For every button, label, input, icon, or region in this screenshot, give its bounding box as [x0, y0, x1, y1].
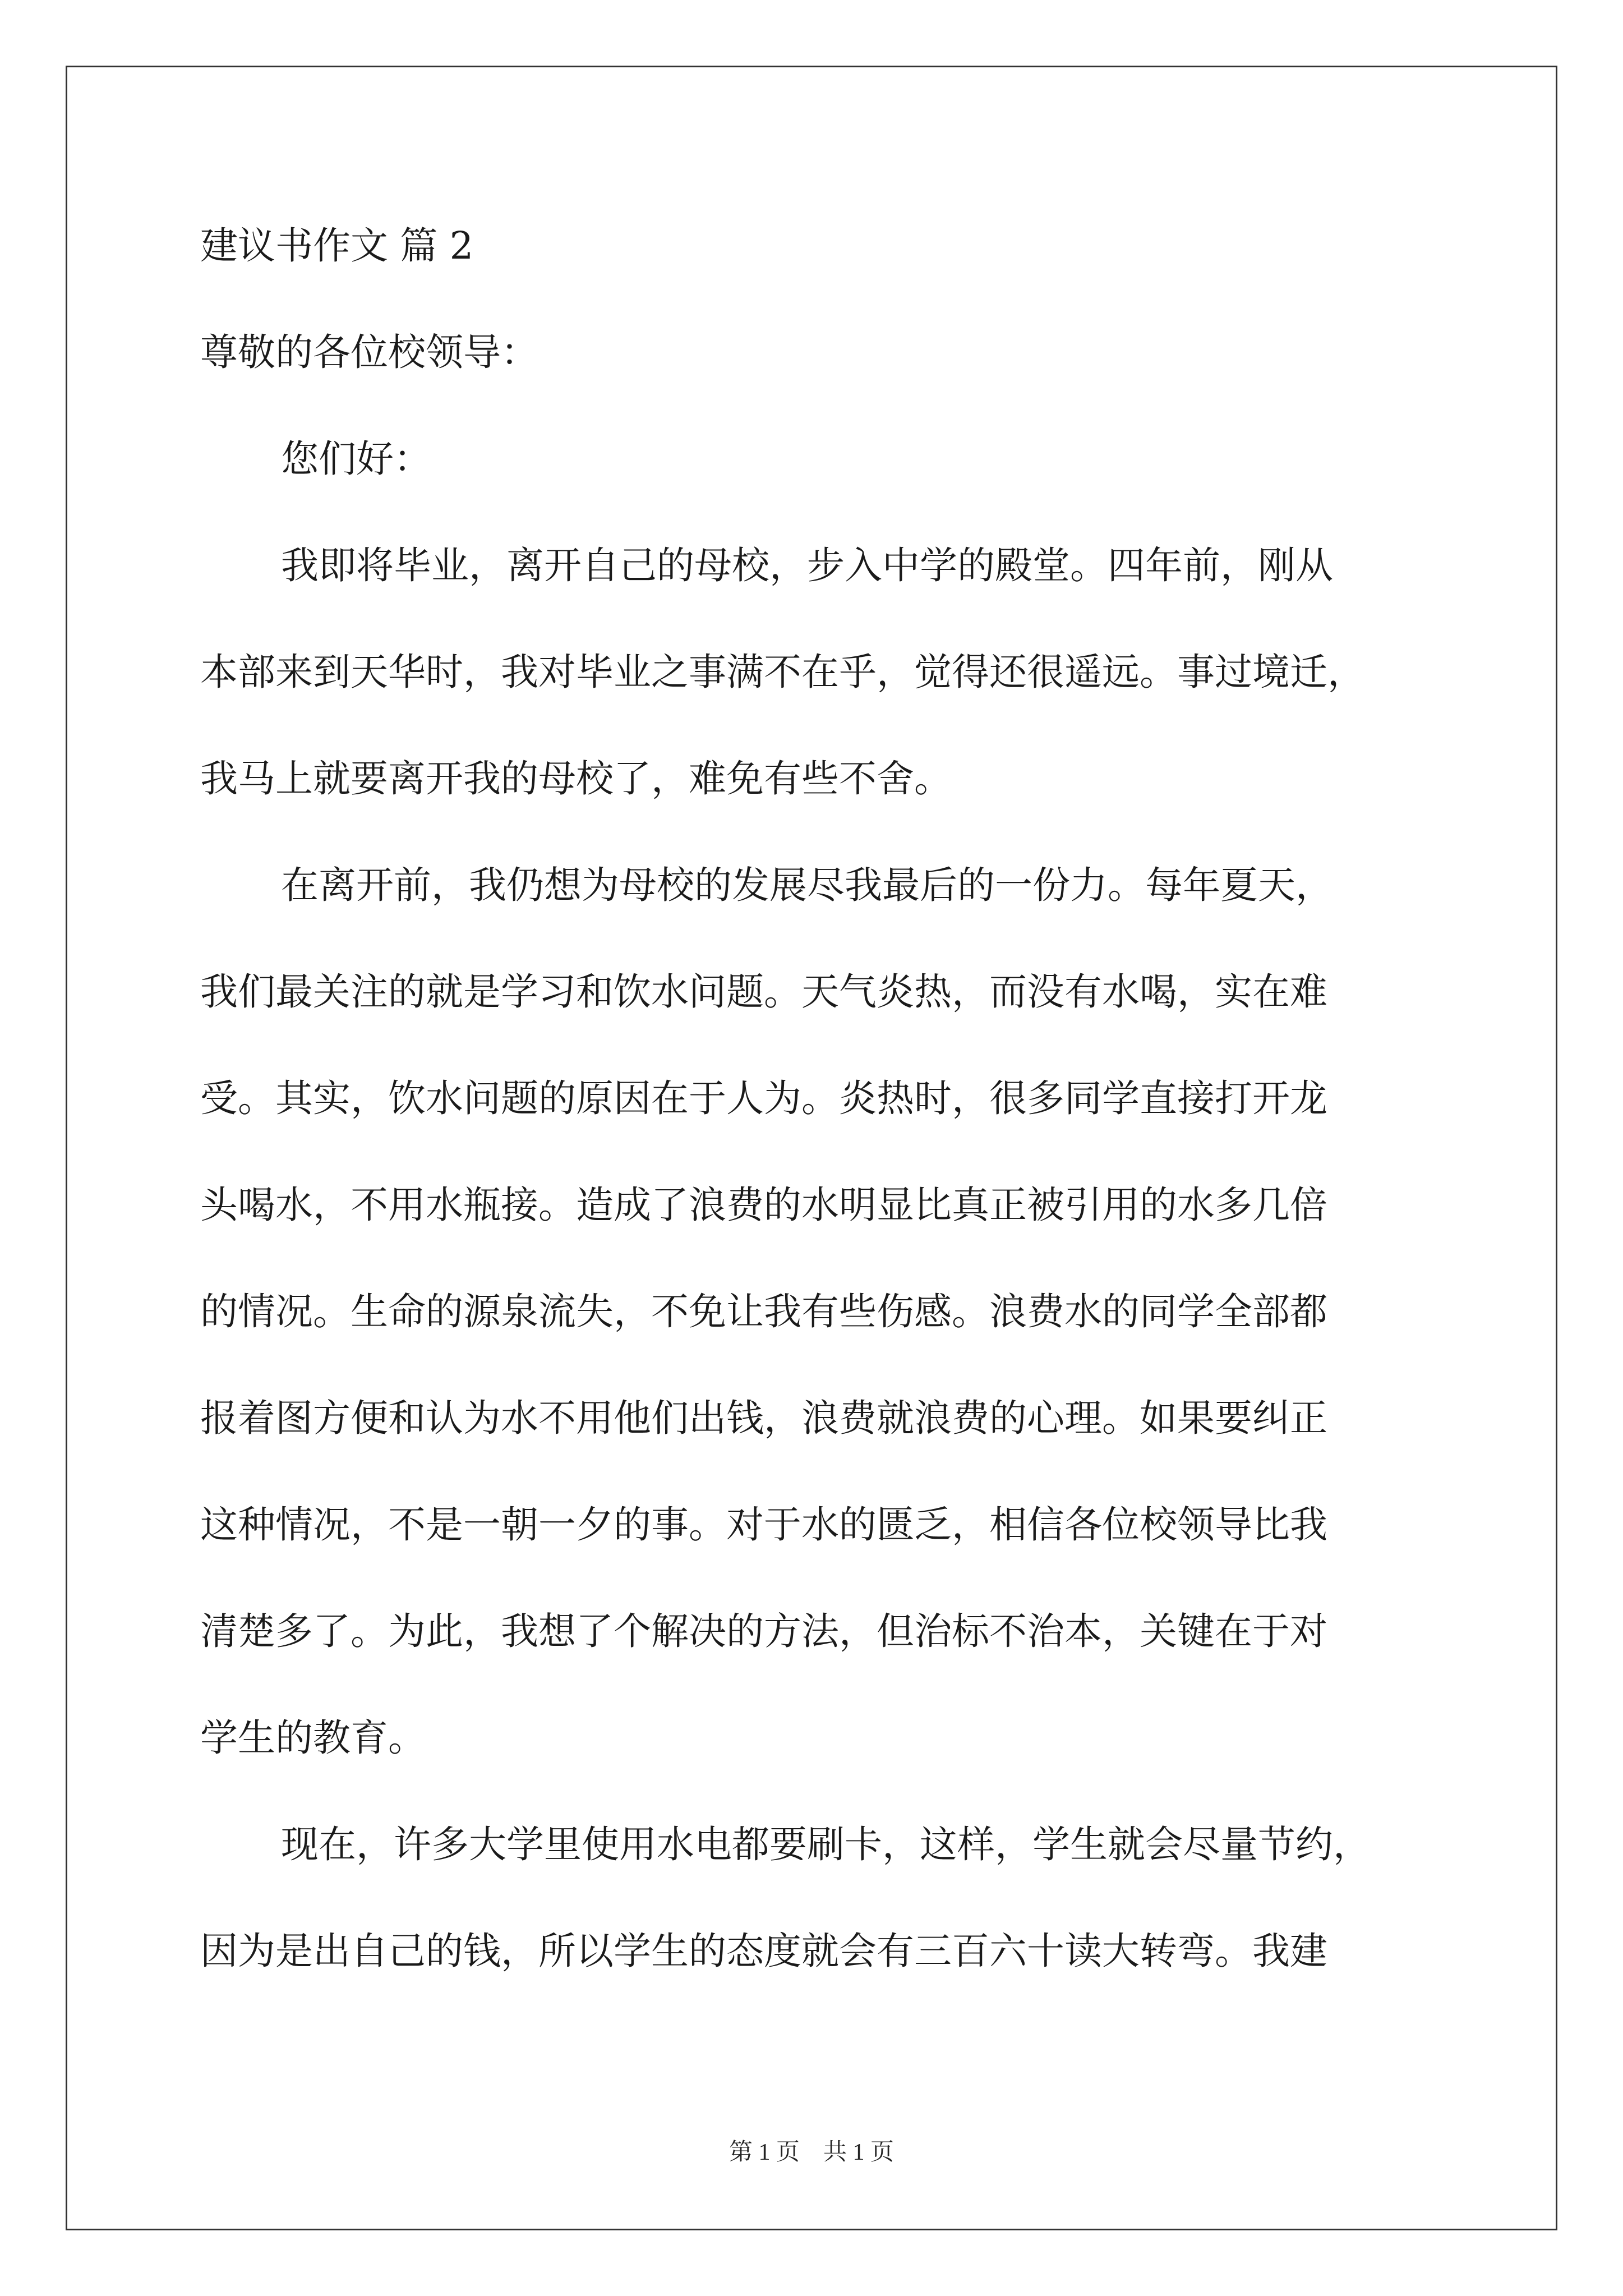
- paragraph-line: 在离开前，我仍想为母校的发展尽我最后的一份力。每年夏天，: [281, 863, 1333, 907]
- page-footer: 第 1 页 共 1 页: [728, 2139, 894, 2165]
- paragraph-line: 因为是出自己的钱，所以学生的态度就会有三百六十读大转弯。我建: [200, 1929, 1327, 1973]
- paragraph-line: 本部来到天华时，我对毕业之事满不在乎，觉得还很遥远。事过境迁，: [200, 650, 1365, 694]
- paragraph-1: [200, 541, 1434, 803]
- paragraph-line: 我即将毕业，离开自己的母校，步入中学的殿堂。四年前，刚从: [281, 544, 1333, 587]
- paragraph-line: 头喝水，不用水瓶接。造成了浪费的水明显比真正被引用的水多几倍: [200, 1183, 1327, 1227]
- paragraph-line: 这种情况，不是一朝一夕的事。对于水的匮乏，相信各位校领导比我: [200, 1503, 1327, 1547]
- salutation: 尊敬的各位校领导：: [200, 330, 538, 374]
- paragraph-line: 我们最关注的就是学习和饮水问题。天气炎热，而没有水喝，实在难: [200, 970, 1327, 1014]
- document-heading: 建议书作文 篇 2: [200, 224, 474, 268]
- greeting: 您们好：: [281, 437, 431, 481]
- paragraph-line: 清楚多了。为此，我想了个解决的方法，但治标不治本，关键在于对: [200, 1609, 1327, 1653]
- document-body: [200, 222, 1434, 2033]
- paragraph-line: 学生的教育。: [200, 1716, 426, 1760]
- paragraph-line: 报着图方便和认为水不用他们出钱，浪费就浪费的心理。如果要纠正: [200, 1396, 1327, 1440]
- paragraph-3: [200, 1820, 1434, 1976]
- paragraph-line: 的情况。生命的源泉流失，不免让我有些伤感。浪费水的同学全部都: [200, 1290, 1327, 1333]
- paragraph-line: 我马上就要离开我的母校了，难免有些不舍。: [200, 757, 952, 800]
- paragraph-line: 受。其实，饮水问题的原因在于人为。炎热时，很多同学直接打开龙: [200, 1076, 1327, 1120]
- paragraph-line: 现在，许多大学里使用水电都要刷卡，这样，学生就会尽量节约，: [281, 1823, 1371, 1866]
- paragraph-2: [200, 861, 1434, 1763]
